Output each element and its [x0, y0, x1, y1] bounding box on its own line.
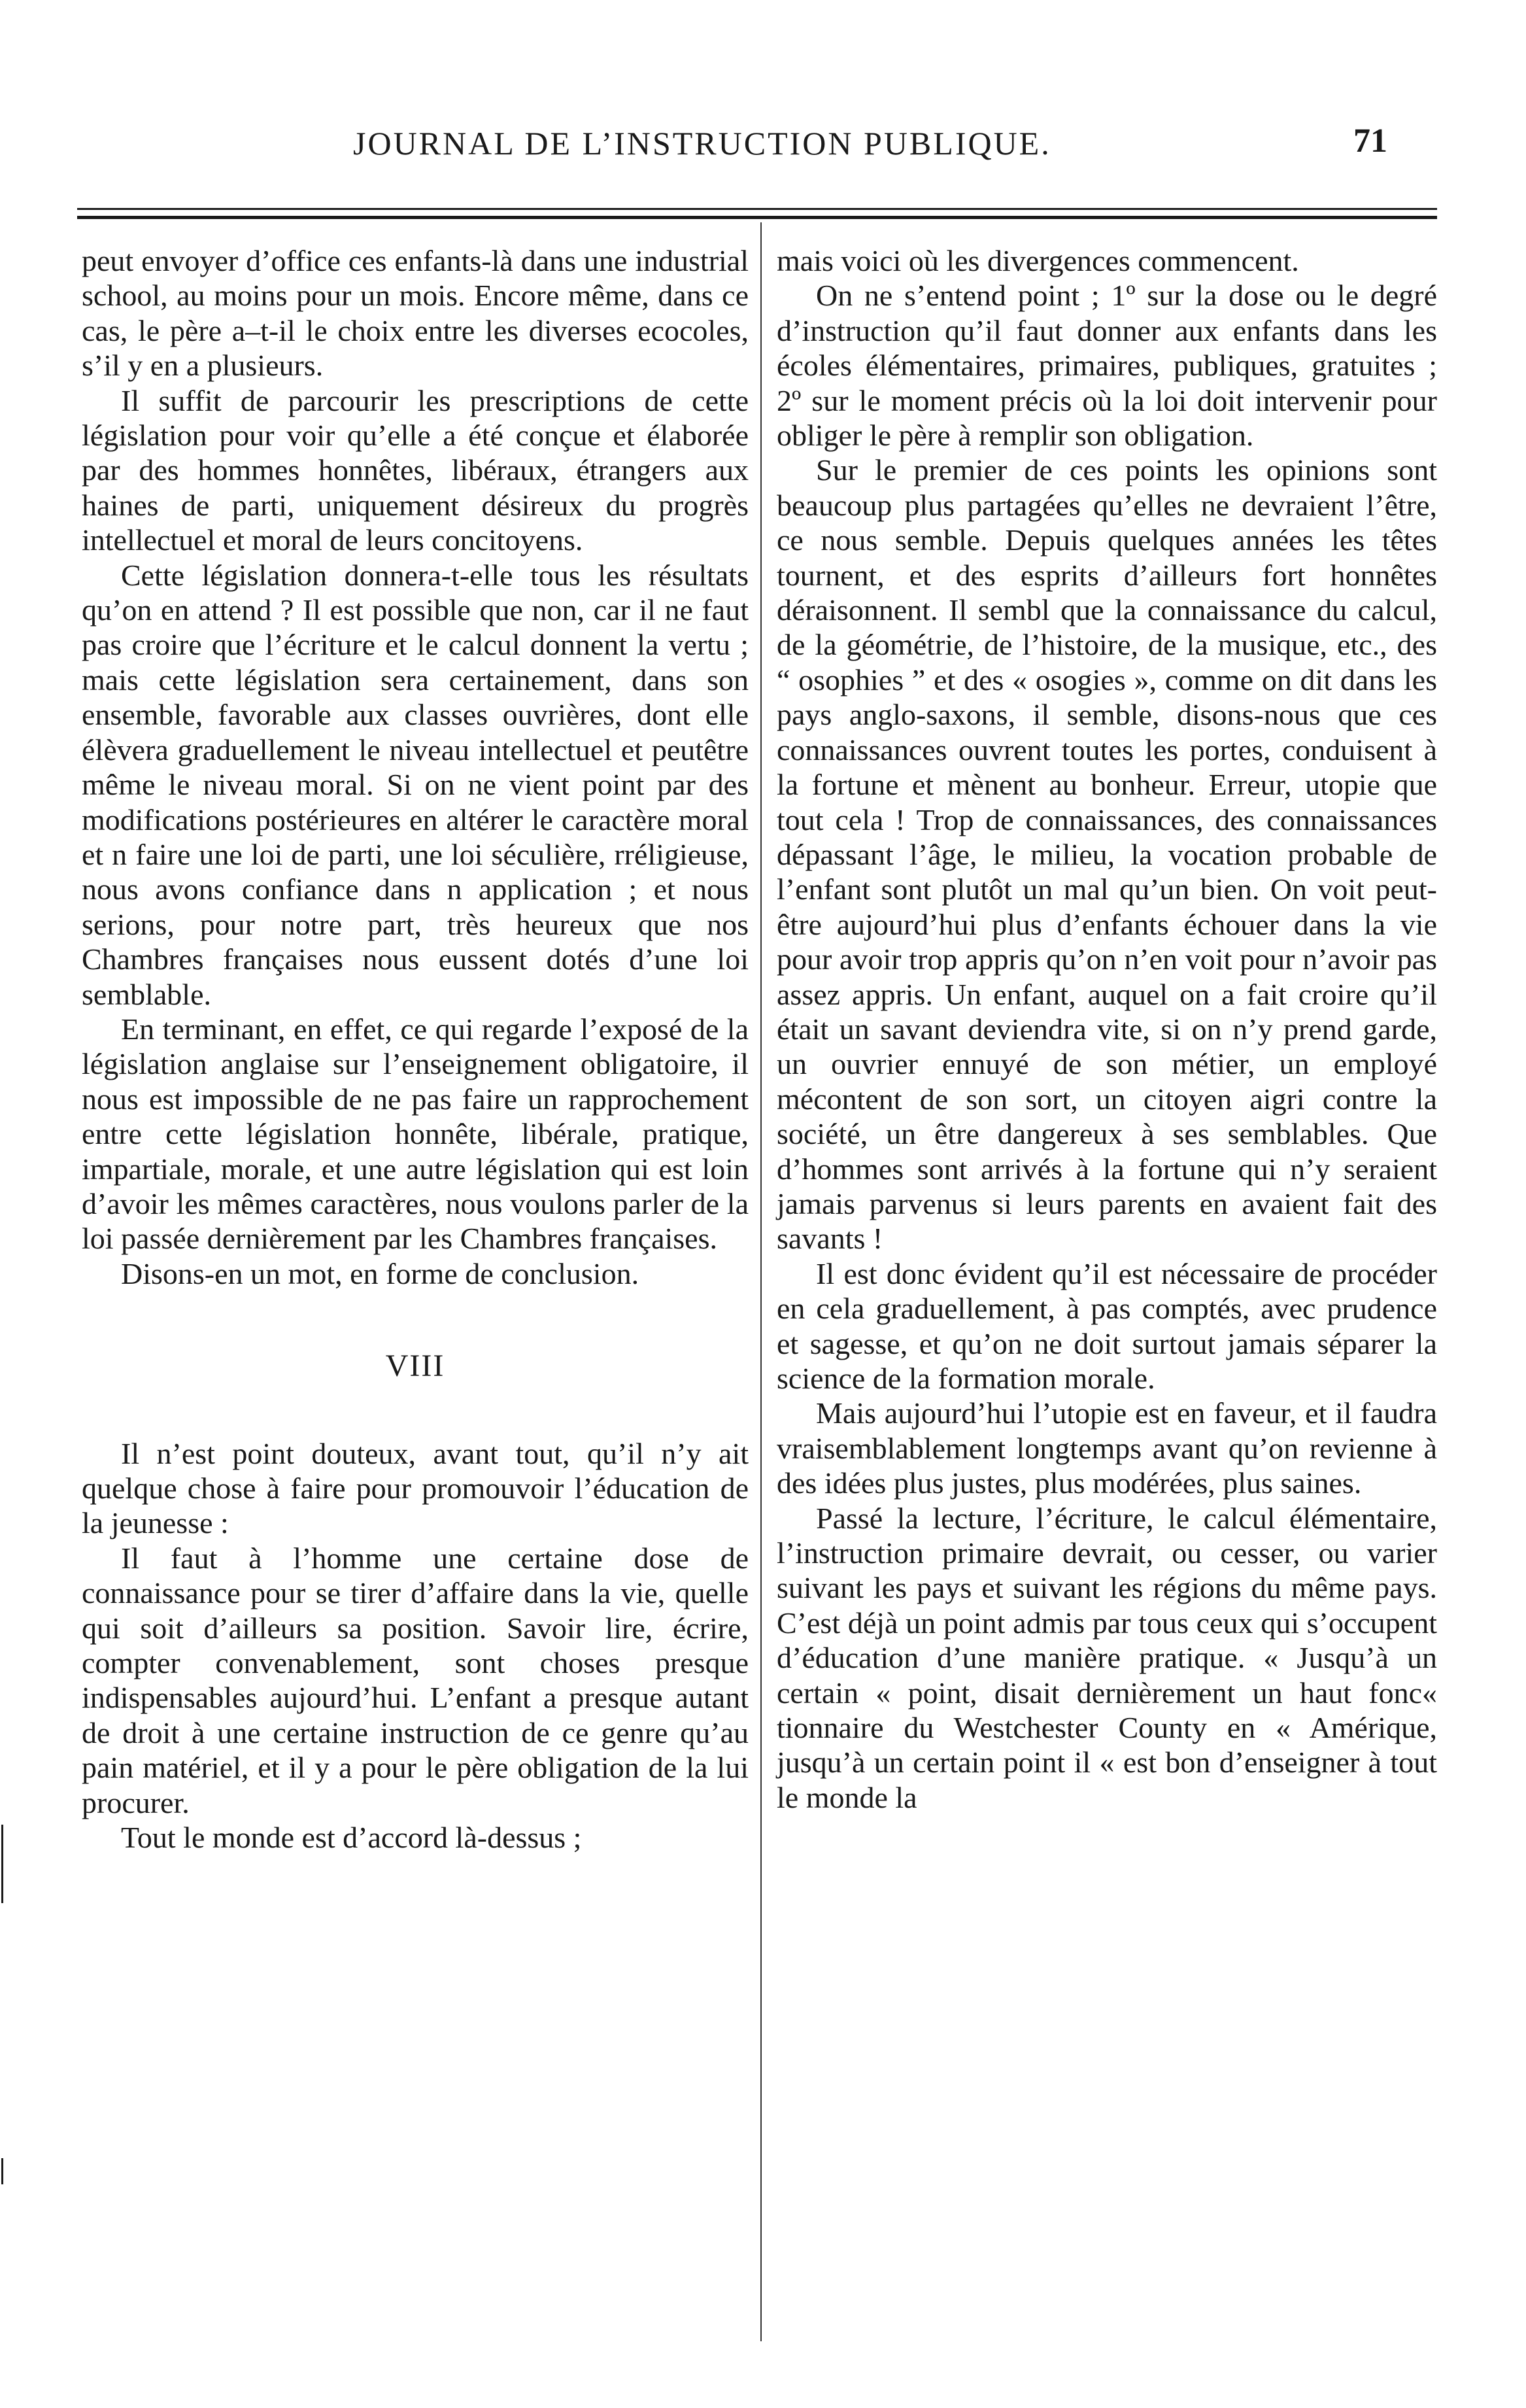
paragraph: Il n’est point douteux, avant tout, qu’il n’y ait quelque chose à faire pour promouvoir l’éducation de la jeunesse :: [82, 1436, 749, 1540]
paragraph: Il est donc évident qu’il est nécessaire de procéder en cela graduellement, à pas comptés, avec prudence et sagesse, et qu’on ne doit surtout jamais séparer la science de la formation morale.: [777, 1256, 1437, 1395]
page-number: 71: [1353, 122, 1387, 160]
paragraph: Sur le premier de ces points les opinions sont beaucoup plus partagées qu’elles ne devraient l’être, ce nous semble. Depuis quelques années les têtes tournent, et des esprits d’ailleurs fort honnêtes déraisonnent. Il sembl que la connaissance du calcul, de la géométrie, de l’histoire, de la musique, etc., des “ osophies ” et des « osogies », comme on dit dans les pays anglo-saxons, il semble, disons-nous que ces connaissances ouvrent toutes les portes, conduisent à la fortune et mènent au bonheur. Erreur, utopie que tout cela ! Trop de connaissances, des connaissances dépassant l’âge, le milieu, la vocation probable de l’enfant sont plutôt un mal qu’un bien. On voit peut-être aujourd’hui plus d’enfants échouer dans la vie pour avoir trop appris qu’on n’en voit pour n’avoir pas assez appris. Un enfant, auquel on a fait croire qu’il était un savant deviendra vite, si on n’y prend garde, un ouvrier ennuyé de son métier, un employé mécontent de son sort, un citoyen aigri contre la société, un être dangereux à ses semblables. Que d’hommes sont arrivés à la fortune qui n’y seraient jamais parvenus si leurs parents en avaient fait des savants !: [777, 453, 1437, 1256]
section-heading: VIII: [385, 1349, 445, 1384]
paragraph: On ne s’entend point ; 1º sur la dose ou le degré d’instruction qu’il faut donner aux enfants dans les écoles élémentaires, primaires, publiques, gratuites ; 2º sur le moment précis où la loi doit intervenir pour obliger le père à remplir son obligation.: [777, 279, 1437, 453]
running-title: JOURNAL DE L’INSTRUCTION PUBLIQUE.: [353, 125, 1051, 162]
paragraph: Tout le monde est d’accord là-dessus ;: [121, 1821, 582, 1855]
header-rule-thick: [77, 216, 1437, 219]
paragraph: Il faut à l’homme une certaine dose de connaissance pour se tirer d’affaire dans la vie, quelle qui soit d’ailleurs sa position. Savoir lire, écrire, compter convenablement, sont choses presque indispensables aujourd’hui. L’enfant a presque autant de droit à une certaine instruction de ce genre qu’au pain matériel, et il y a pour le père obligation de la lui procurer.: [82, 1541, 749, 1819]
left-column: [82, 243, 749, 1855]
left-margin-mark: [1, 1825, 3, 1903]
paragraph: Cette législation donnera-t-elle tous les résultats qu’on en attend ? Il est possible que non, car il ne faut pas croire que l’écriture et le calcul donnent la vertu ; mais cette législation sera certainement, dans son ensemble, favorable aux classes ouvrières, dont elle élèvera graduellement le niveau intellectuel et peutêtre même le niveau moral. Si on ne vient point par des modifications postérieures en altérer le caractère moral et n faire une loi de parti, une loi séculière, rréligieuse, nous avons confiance dans n application ; et nous serions, pour notre part, très heureux que nos Chambres françaises nous eussent dotés d’une loi semblable.: [82, 558, 749, 1011]
paragraph: Passé la lecture, l’écriture, le calcul élémentaire, l’instruction primaire devrait, ou cesser, ou varier suivant les pays et suivant les régions du même pays. C’est déjà un point admis par tous ceux qui s’occupent d’éducation d’une manière pratique. « Jusqu’à un certain « point, disait dernièrement un haut fonc« tionnaire du Westchester County en « Amérique, jusqu’à un certain point il « est bon d’enseigner à tout le monde la: [777, 1501, 1437, 1814]
paragraph: peut envoyer d’office ces enfants-là dans une industrial school, au moins pour un mois. Encore même, dans ce cas, le père a–t-il le choix entre les diverses ecocoles, s’il y en a plusieurs.: [82, 244, 749, 383]
column-divider: [760, 222, 762, 2341]
paragraph: Mais aujourd’hui l’utopie est en faveur, et il faudra vraisemblablement longtemps avant qu’on revienne à des idées plus justes, plus modérées, plus saines.: [777, 1396, 1437, 1500]
left-margin-mark-lower: [1, 2158, 3, 2184]
paragraph: En terminant, en effet, ce qui regarde l’exposé de la législation anglaise sur l’enseignement obligatoire, il nous est impossible de ne pas faire un rapprochement entre cette législation honnête, libérale, pratique, impartiale, morale, et une autre législation qui est loin d’avoir les mêmes caractères, nous voulons parler de la loi passée dernièrement par les Chambres françaises.: [82, 1012, 749, 1256]
page-header: [0, 124, 1526, 177]
paragraph: mais voici où les divergences commencent.: [777, 244, 1299, 277]
right-column: [777, 243, 1437, 1815]
header-rule-thin: [77, 208, 1437, 210]
paragraph: Disons-en un mot, en forme de conclusion.: [121, 1256, 639, 1290]
paragraph: Il suffit de parcourir les prescriptions de cette législation pour voir qu’elle a été conçue et élaborée par des hommes honnêtes, libéraux, étrangers aux haines de parti, uniquement désireux du progrès intellectuel et moral de leurs concitoyens.: [82, 383, 749, 557]
